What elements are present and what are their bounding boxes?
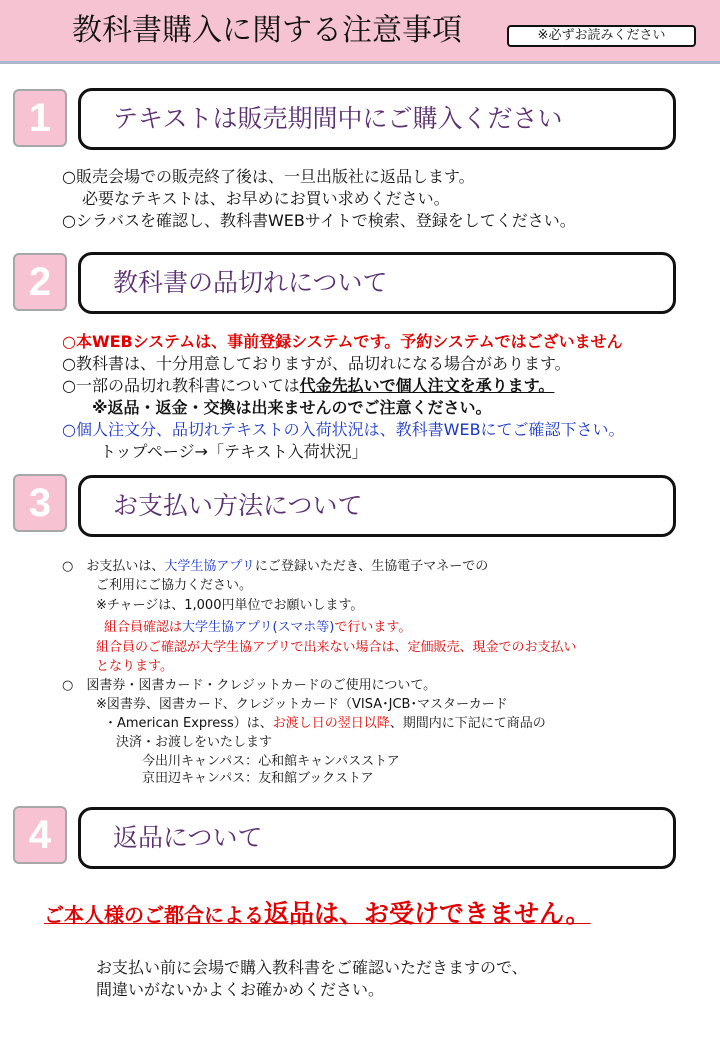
section-3-highlight: お渡し日の翌日以降 [272,716,390,731]
section-4-line: 間違いがないかよくお確かめください。 [96,980,385,999]
section-2-number: 2 [13,253,67,311]
section-3-line: 決済・お渡しをいたします [116,735,273,750]
section-3-number: 3 [13,474,67,532]
section-3-line [104,619,411,637]
section-3-line: ※チャージは、1,000円単位でお願いします。 [96,598,364,613]
section-3-text: 、期間内に下記にて商品の [389,716,546,731]
no-returns-prefix: ご本人様のご都合による [44,903,264,927]
section-3-text: ○ お支払いは、 [62,559,165,574]
section-3-text: で行います。 [334,620,412,635]
section-1-line: ○シラバスを確認し、教科書WEBサイトで検索、登録をしてください。 [62,211,576,230]
section-1-number: 1 [13,89,67,147]
no-returns-main: 返品は、お受けできません。 [264,899,591,928]
section-3-line [62,558,488,576]
section-3-text: ・American Express）は、 [104,716,273,731]
section-3-line [104,715,546,733]
section-2-line: ※返品・返金・交換は出来ませんのでご注意ください。 [92,398,492,417]
section-4-number: 4 [13,806,67,864]
section-3-line: となります。 [96,659,173,674]
section-2-heading-box [78,252,676,314]
section-3-app-name: 大学生協アプリ(スマホ等) [182,620,335,635]
section-2-line: ○個人注文分、品切れテキストの入荷状況は、教科書WEBにてご確認下さい。 [62,420,625,439]
section-3-app-name: 大学生協アプリ [164,559,255,574]
must-read-notice: ※必ずお読みください [507,25,696,47]
section-3-heading-box [78,475,676,537]
section-3-line: 組合員のご確認が大学生協アプリで出来ない場合は、定価販売、現金でのお支払い [96,640,577,655]
section-2-line: トップページ→「テキスト入荷状況」 [100,442,368,461]
page-title: 教科書購入に関する注意事項 [72,13,462,48]
header-banner [0,0,720,64]
section-3-title: お支払い方法について [113,491,363,520]
section-3-line: ご利用にご協力ください。 [96,578,253,593]
section-1-heading-box [78,88,676,150]
section-3-text: にご登録いただき、生協電子マネーでの [254,559,489,574]
section-2-line: ○本WEBシステムは、事前登録システムです。予約システムではございません [62,332,623,351]
section-1-line: ○販売会場での販売終了後は、一旦出版社に返品します。 [62,167,475,186]
section-4-line: お支払い前に会場で購入教科書をご確認いただきますので、 [96,958,528,977]
no-returns-warning [44,894,591,930]
section-2-title: 教科書の品切れについて [113,268,388,297]
section-3-line: 今出川キャンパス：心和館キャンパスストア [142,754,400,769]
section-2-line [62,375,554,396]
section-2-text: ○一部の品切れ教科書については [62,376,300,395]
section-1-title: テキストは販売期間中にご購入ください [113,104,563,133]
section-2-emphasis: 代金先払いで個人注文を承ります。 [299,376,555,395]
section-3-line: ○ 図書券・図書カード・クレジットカードのご使用について。 [62,678,437,693]
section-1-line: 必要なテキストは、お早めにお買い求めください。 [82,189,450,208]
section-3-text: 組合員確認は [104,620,183,635]
section-3-line: 京田辺キャンパス：友和館ブックストア [142,771,374,786]
section-2-line: ○教科書は、十分用意しておりますが、品切れになる場合があります。 [62,354,571,373]
section-4-heading-box [78,807,676,869]
section-4-title: 返品について [113,823,263,852]
section-3-line: ※図書券、図書カード、クレジットカード（VISA･JCB･マスターカード [96,697,508,712]
